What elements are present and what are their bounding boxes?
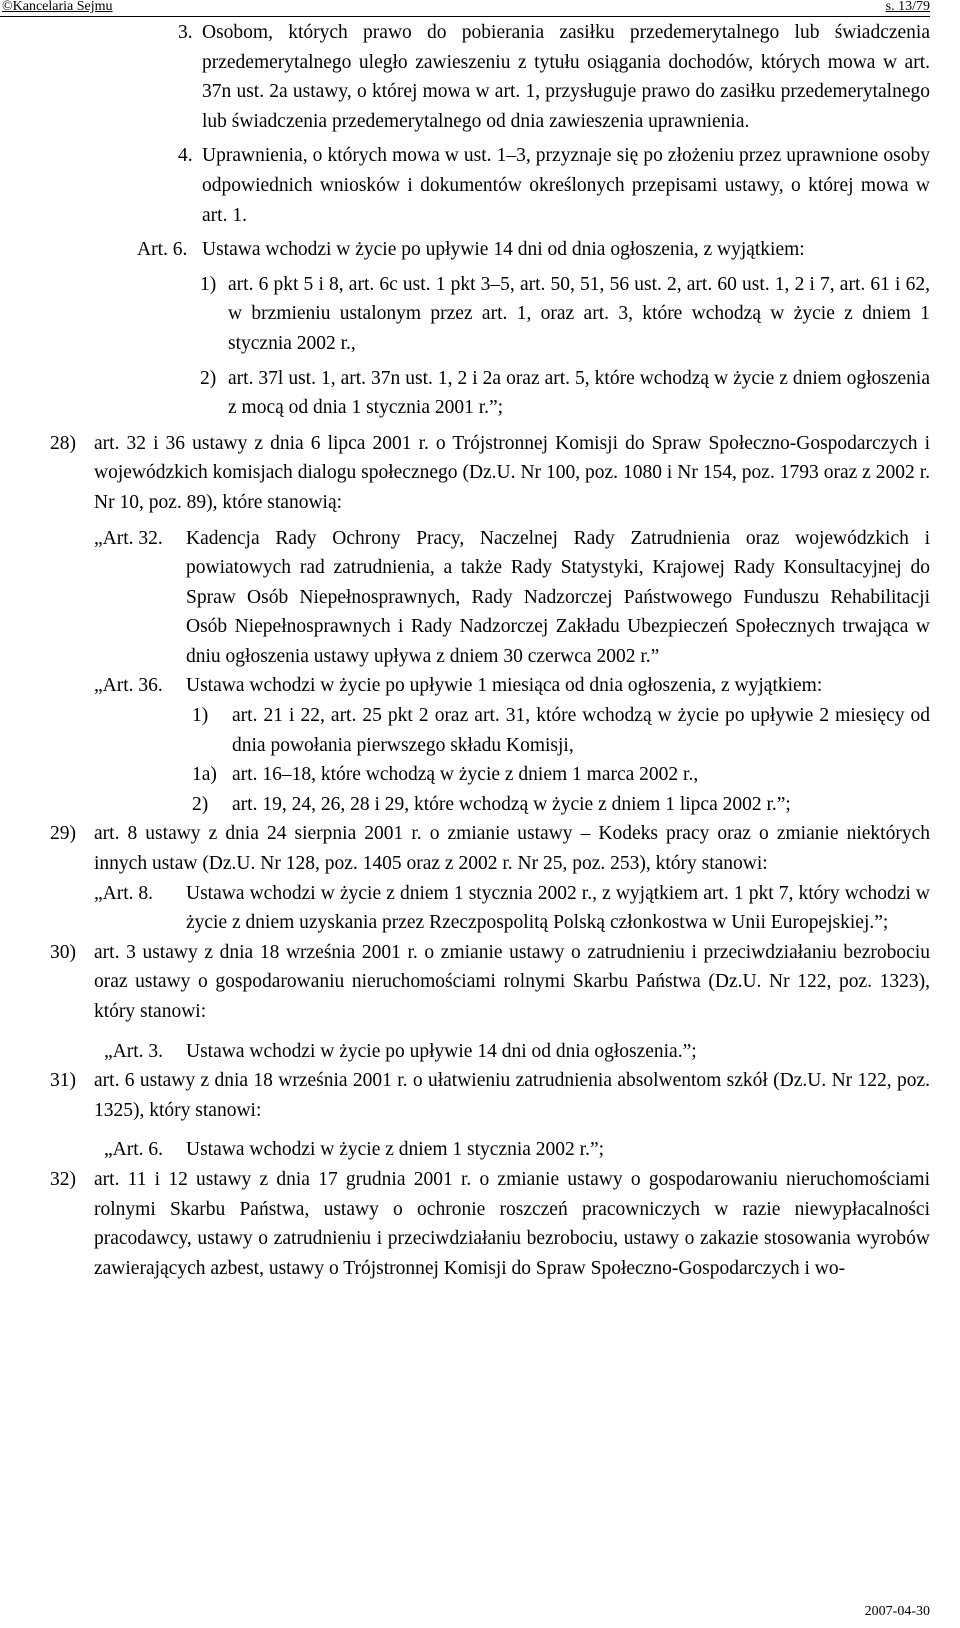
item-number: 1a) <box>192 764 217 786</box>
quoted-article-3 <box>0 1037 930 1067</box>
item-number: 2) <box>200 367 217 389</box>
article-number: „Art. 3. <box>104 1040 164 1062</box>
article-6-item-2 <box>0 364 930 423</box>
article-36-item-2 <box>0 790 930 820</box>
page-number-link[interactable]: s. 13/79 <box>885 0 930 14</box>
article-text: Kadencja Rady Ochrony Pracy, Naczelnej Rady Zatrudnienia oraz wojewódzkich i powiatowych rad zatrudnienia, a także Rady Statystyki, Krajowej Rady Konsultacyjnej do Spraw Osób Niepełnosprawnych, Rady Nadzorczej Państwowego Funduszu Rehabilitacji Osób Niepełnosprawnych i Rady Nadzorczej Zakładu Ubezpieczeń Społecznych trwająca w dniu ogłoszenia ustawy upływa z dniem 30 czerwca 2002 r.” <box>186 527 930 667</box>
article-6 <box>0 235 930 265</box>
paragraph-number: 3. <box>178 22 193 43</box>
page-header <box>0 0 930 17</box>
list-item-30 <box>0 938 930 1027</box>
article-6-item-1 <box>0 270 930 359</box>
item-number: 29) <box>50 823 76 845</box>
article-36-item-1 <box>0 701 930 760</box>
item-number: 1) <box>200 273 217 295</box>
item-text: art. 3 ustawy z dnia 18 września 2001 r. o zmianie ustawy o zatrudnieniu i przeciwdziałaniu bezrobociu oraz ustawy o gospodarowaniu nieruchomościami rolnymi Skarbu Państwa (Dz.U. Nr 122, poz. 1323), który stanowi: <box>94 941 930 1022</box>
item-text: art. 8 ustawy z dnia 24 sierpnia 2001 r. o zmianie ustawy – Kodeks pracy oraz o zmianie niektórych innych ustaw (Dz.U. Nr 128, poz. 1405 oraz z 2002 r. Nr 25, poz. 253), który stanowi: <box>94 823 930 875</box>
section-paragraph-3 <box>0 18 930 136</box>
item-number: 2) <box>192 793 209 815</box>
paragraph-text: Uprawnienia, o których mowa w ust. 1–3, przyznaje się po złożeniu przez uprawnione osoby odpowiednich wniosków i dokumentów określonych przepisami ustawy, o której mowa w art. 1. <box>202 145 930 226</box>
list-item-31 <box>0 1066 930 1125</box>
section-paragraph-4 <box>0 141 930 230</box>
article-text: Ustawa wchodzi w życie po upływie 14 dni od dnia ogłoszenia, z wyjątkiem: <box>202 239 805 261</box>
publisher-link[interactable]: ©Kancelaria Sejmu <box>2 0 113 14</box>
item-text: art. 16–18, które wchodzą w życie z dniem 1 marca 2002 r., <box>232 764 699 786</box>
item-text: art. 6 pkt 5 i 8, art. 6c ust. 1 pkt 3–5, art. 50, 51, 56 ust. 2, art. 60 ust. 1, 2 i 7, art. 61 i 62, w brzmieniu ustalonym przez art. 1, oraz art. 3, które wchodzą w życie z dniem 1 stycznia 2002 r., <box>228 273 930 354</box>
item-number: 30) <box>50 941 76 963</box>
quoted-article-32 <box>0 524 930 672</box>
item-number: 32) <box>50 1168 76 1190</box>
article-text: Ustawa wchodzi w życie z dniem 1 stycznia 2002 r., z wyjątkiem art. 1 pkt 7, który wchodzi w życie z dniem uzyskania przez Rzeczpospolitą Polską członkostwa w Unii Europejskiej.”; <box>186 882 930 934</box>
article-text: Ustawa wchodzi w życie po upływie 1 miesiąca od dnia ogłoszenia, z wyjątkiem: <box>186 675 823 697</box>
item-text: art. 32 i 36 ustawy z dnia 6 lipca 2001 r. o Trójstronnej Komisji do Spraw Społeczno-Gospodarczych i wojewódzkich komisjach dialogu społecznego (Dz.U. Nr 100, poz. 1080 i Nr 154, poz. 1793 oraz z 2002 r. Nr 10, poz. 89), które stanowią: <box>94 432 930 513</box>
item-number: 31) <box>50 1070 76 1092</box>
article-number: „Art. 6. <box>104 1139 164 1161</box>
article-36-item-1a <box>0 760 930 790</box>
quoted-article-8 <box>0 879 930 938</box>
item-text: art. 37l ust. 1, art. 37n ust. 1, 2 i 2a oraz art. 5, które wchodzą w życie z dniem ogłoszenia z mocą od dnia 1 stycznia 2001 r.”; <box>228 367 930 419</box>
paragraph-text: Osobom, których prawo do pobierania zasiłku przedemerytalnego lub świadczenia przedemerytalnego uległo zawieszeniu z tytułu osiągania dochodów, których mowa w art. 37n ust. 2a ustawy, o której mowa w art. 1, przysługuje prawo do zasiłku przedemerytalnego lub świadczenia przedemerytalnego od dnia zawieszenia uprawnienia. <box>202 22 930 132</box>
item-number: 28) <box>50 432 76 454</box>
article-text: Ustawa wchodzi w życie po upływie 14 dni od dnia ogłoszenia.”; <box>186 1040 697 1062</box>
list-item-28 <box>0 429 930 518</box>
article-number: „Art. 8. <box>94 882 154 904</box>
document-body <box>0 18 930 1283</box>
list-item-32 <box>0 1165 930 1283</box>
item-text: art. 11 i 12 ustawy z dnia 17 grudnia 2001 r. o zmianie ustawy o gospodarowaniu nieruchomościami rolnymi Skarbu Państwa, ustawy o ochronie roszczeń pracowniczych w razie niewypłacalności pracodawcy, ustawy o zatrudnieniu i przeciwdziałaniu bezrobociu, ustawy o zakazie stosowania wyrobów zawierających azbest, ustawy o Trójstronnej Komisji do Spraw Społeczno-Gospodarczych i wo- <box>94 1168 930 1279</box>
article-number: „Art. 32. <box>94 527 163 549</box>
item-text: art. 21 i 22, art. 25 pkt 2 oraz art. 31, które wchodzą w życie po upływie 2 miesięcy od dnia powołania pierwszego składu Komisji, <box>232 705 930 756</box>
item-text: art. 19, 24, 26, 28 i 29, które wchodzą w życie z dniem 1 lipca 2002 r.”; <box>232 793 791 815</box>
document-date: 2007-04-30 <box>864 1604 930 1619</box>
article-text: Ustawa wchodzi w życie z dniem 1 stycznia 2002 r.”; <box>186 1139 605 1161</box>
list-item-29 <box>0 819 930 878</box>
quoted-article-6 <box>0 1135 930 1165</box>
article-number: „Art. 36. <box>94 675 163 697</box>
paragraph-number: 4. <box>178 145 193 167</box>
item-text: art. 6 ustawy z dnia 18 września 2001 r. o ułatwieniu zatrudnienia absolwentom szkół (Dz.U. Nr 122, poz. 1325), który stanowi: <box>94 1070 930 1121</box>
quoted-article-36 <box>0 671 930 701</box>
item-number: 1) <box>192 705 209 727</box>
article-number: Art. 6. <box>137 239 188 261</box>
